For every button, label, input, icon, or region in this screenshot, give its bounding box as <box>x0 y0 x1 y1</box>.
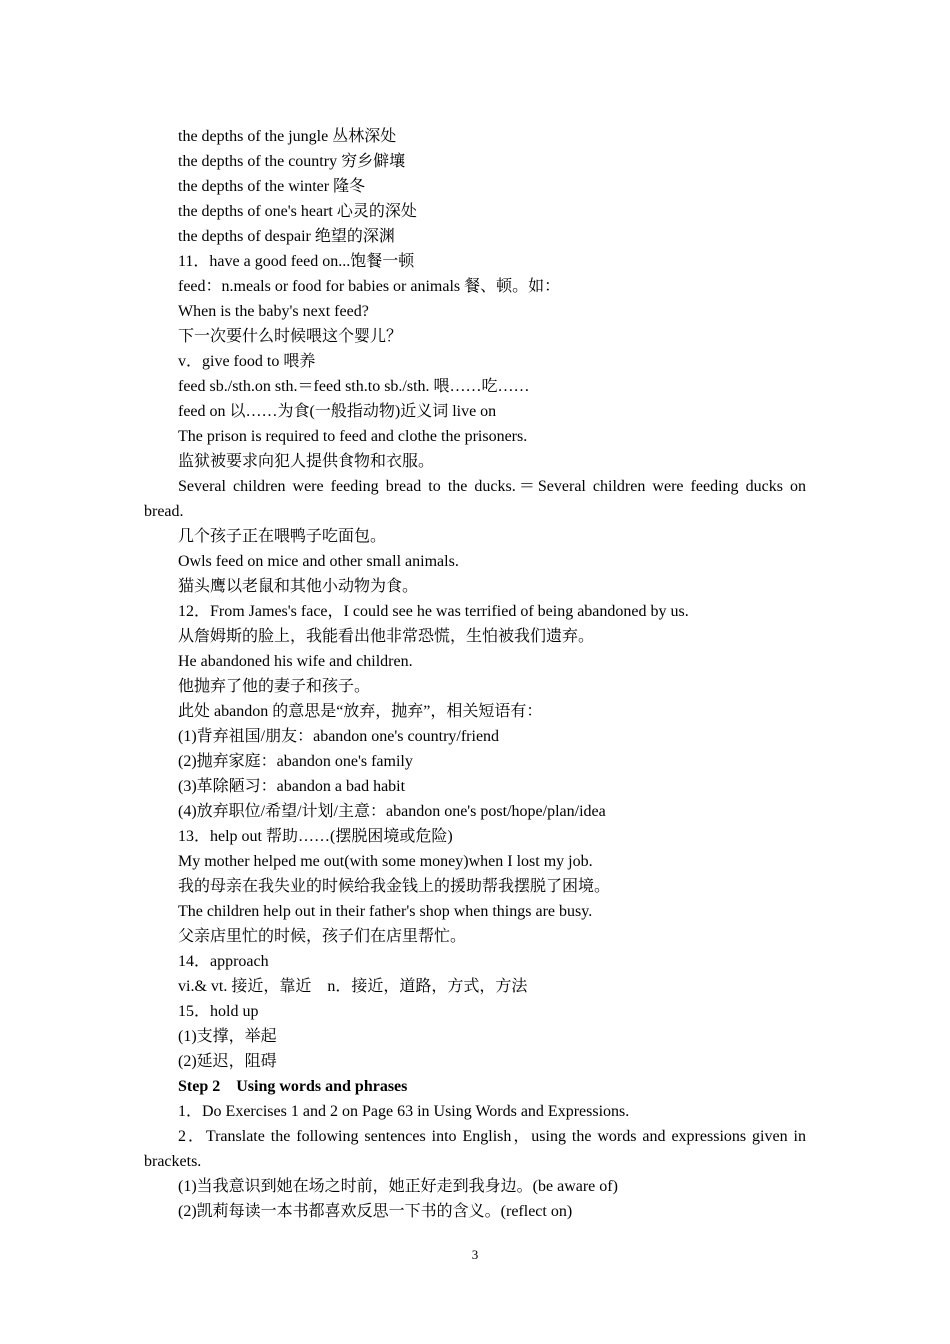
step-heading: Step 2 Using words and phrases <box>178 1078 408 1095</box>
item-heading-12: 12．From James's face，I could see he was terrified of being abandoned by us. <box>178 603 689 620</box>
item-heading-15: 15．hold up <box>178 1003 259 1020</box>
item-heading-13: 13．help out 帮助……(摆脱困境或危险) <box>178 828 453 845</box>
text-line: vi.& vt. 接近，靠近 n．接近，道路，方式，方法 <box>178 978 528 995</box>
page-number: 3 <box>471 1247 479 1262</box>
example-translation: 他抛弃了他的妻子和孩子。 <box>178 678 371 695</box>
example-translation: 我的母亲在我失业的时候给我金钱上的援助帮我摆脱了困境。 <box>178 878 611 895</box>
exercise-item: 1．Do Exercises 1 and 2 on Page 63 in Using Words and Expressions. <box>178 1103 630 1120</box>
text-line: feed：n.meals or food for babies or animals 餐、顿。如： <box>178 278 561 295</box>
example-translation: 猫头鹰以老鼠和其他小动物为食。 <box>178 578 419 595</box>
example-sentence: He abandoned his wife and children. <box>178 653 413 670</box>
text-line: the depths of one's heart 心灵的深处 <box>178 203 417 220</box>
example-sentence: The children help out in their father's shop when things are busy. <box>178 903 593 920</box>
example-translation: 从詹姆斯的脸上，我能看出他非常恐慌，生怕被我们遗弃。 <box>178 628 595 645</box>
page-content <box>144 124 806 1224</box>
example-translation: 监狱被要求向犯人提供食物和衣服。 <box>178 453 435 470</box>
text-line: feed sb./sth.on sth.＝feed sth.to sb./sth. 喂……吃…… <box>178 378 530 395</box>
text-line: feed on 以……为食(一般指动物)近义词 live on <box>178 403 497 420</box>
exercise-sentence: (2)凯莉每读一本书都喜欢反思一下书的含义。(reflect on) <box>178 1203 573 1220</box>
phrase-item: (3)革除陋习：abandon a bad habit <box>178 778 406 795</box>
example-sentence: When is the baby's next feed? <box>178 303 369 320</box>
example-translation: 父亲店里忙的时候，孩子们在店里帮忙。 <box>178 928 467 945</box>
exercise-sentence: (1)当我意识到她在场之时前，她正好走到我身边。(be aware of) <box>178 1178 618 1195</box>
example-sentence: My mother helped me out(with some money)when I lost my job. <box>178 853 593 870</box>
phrase-item: (1)背弃祖国/朋友：abandon one's country/friend <box>178 728 500 745</box>
example-sentence-wrapped: Several children were feeding bread to the ducks.＝Several children were feeding ducks on bread. <box>144 478 806 520</box>
example-translation: 几个孩子正在喂鸭子吃面包。 <box>178 528 387 545</box>
phrase-item: (4)放弃职位/希望/计划/主意：abandon one's post/hope/plan/idea <box>178 803 606 820</box>
phrase-item: (2)抛弃家庭：abandon one's family <box>178 753 413 770</box>
text-line: the depths of the winter 隆冬 <box>178 178 366 195</box>
text-line: the depths of despair 绝望的深渊 <box>178 228 395 245</box>
text-line: the depths of the country 穷乡僻壤 <box>178 153 406 170</box>
text-line: 此处 abandon 的意思是“放弃，抛弃”，相关短语有： <box>178 703 543 720</box>
text-line: the depths of the jungle 丛林深处 <box>178 128 397 145</box>
phrase-item: (1)支撑，举起 <box>178 1028 277 1045</box>
exercise-item-wrapped: 2．Translate the following sentences into English，using the words and expressions given in brackets. <box>144 1128 806 1170</box>
item-heading-11: 11．have a good feed on...饱餐一顿 <box>178 253 415 270</box>
example-translation: 下一次要什么时候喂这个婴儿？ <box>178 328 403 345</box>
item-heading-14: 14．approach <box>178 953 269 970</box>
example-sentence: The prison is required to feed and clothe the prisoners. <box>178 428 528 445</box>
example-sentence: Owls feed on mice and other small animals. <box>178 553 459 570</box>
text-line: v．give food to 喂养 <box>178 353 316 370</box>
phrase-item: (2)延迟，阻碍 <box>178 1053 277 1070</box>
